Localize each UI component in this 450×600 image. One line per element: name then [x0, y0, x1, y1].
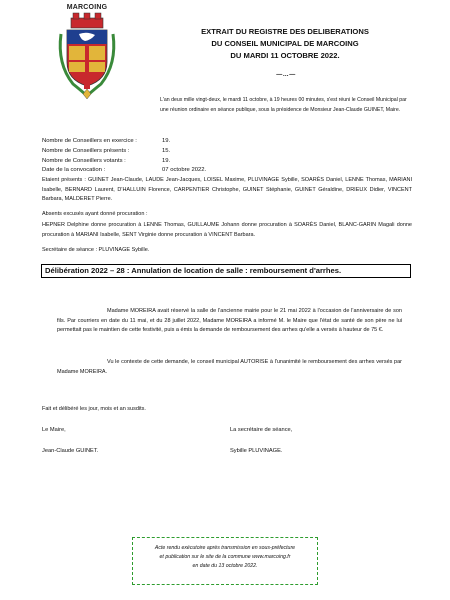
count-value: 07 octobre 2022.	[162, 167, 207, 174]
count-label: Nombre de Conseillers présents :	[42, 147, 130, 154]
count-row	[42, 137, 412, 147]
stamp-line: et publication sur le site de la commune www.marcoing.fr	[159, 554, 291, 560]
title-line: DU CONSEIL MUNICIPAL DE MARCOING	[211, 39, 359, 48]
absents-paragraph: HEPNER Delphine donne procuration à LENNE Thomas, GUILLAUME Johann donne procuration à SOARÈS Daniel, BLANC-GARIN Magali donne procuration à MARIANI Isabelle, SENT Virginie donne procuration à VINCENT Barbara.	[42, 222, 412, 238]
stamp-line: en date du 13 octobre 2022.	[192, 563, 258, 569]
town-crest-logo	[55, 4, 119, 102]
town-name: MARCOING	[66, 4, 108, 11]
count-value: 15.	[162, 147, 171, 154]
count-label: Date de la convocation :	[42, 167, 106, 174]
intro-paragraph: L'an deux mille vingt-deux, le mardi 11 octobre, à 19 heures 00 minutes, s'est réuni le Conseil Municipal par une réunion ordinaire en séance publique, sous la présidence de Monsieur Jean-Claude GUINET, Maire.	[160, 97, 407, 113]
title-separator: —…—	[276, 72, 296, 78]
absents-title: Absents excusés ayant donné procuration :	[42, 211, 148, 217]
count-value: 19.	[162, 138, 171, 144]
body-paragraph: Madame MOREIRA avait réservé la salle de l'ancienne mairie pour le 21 mai 2022 à l'occasion de l'anniversaire de son fils. Par courriers en date du 11 mai, et du 28 juillet 2022, Madame MOREIRA a informé M. le Maire que l'état de santé de son père ne lui permettait pas le maintien de cette festivité, puis a émis la demande de remboursement des arrhes qu'elle a versés à hauteur de 75 €.	[57, 308, 402, 334]
stamp-line: Acte rendu exécutoire après transmission en sous-préfecture	[154, 545, 296, 551]
executory-stamp	[132, 537, 318, 585]
count-row	[42, 157, 412, 167]
deliberation-title: Délibération 2022 – 28 : Annulation de location de salle : remboursement d'arrhes.	[41, 264, 411, 278]
title-line: EXTRAIT DU REGISTRE DES DELIBERATIONS	[201, 27, 369, 36]
secretary-name: Sybille PLUVINAGE.	[230, 448, 283, 454]
mayor-name: Jean-Claude GUINET.	[42, 448, 99, 454]
mayor-title: Le Maire,	[42, 427, 66, 433]
count-label: Nombre de Conseillers votants :	[42, 157, 126, 164]
count-row	[42, 166, 412, 176]
presents-paragraph: Etaient présents : GUINET Jean-Claude, LAUDE Jean-Jacques, LOISEL Maxime, PLUVINAGE Sybille, SOARÈS Daniel, LENNE Thomas, MARIANI Isabelle, BERNARD Laurent, D'HALLUIN Florence, CARPENTIER Christophe, GUINET Stéphanie, GUINET Géraldine, DRIEUX Didier, VINCENT Barbara, MALDERET Pierre.	[42, 177, 412, 202]
closing-line: Fait et délibéré les jour, mois et an susdits.	[42, 406, 146, 412]
count-row	[42, 147, 412, 157]
attendance-counts	[42, 137, 412, 176]
secretary-line: Secrétaire de séance : PLUVINAGE Sybille.	[42, 247, 150, 253]
count-label: Nombre de Conseillers en exercice :	[42, 138, 137, 144]
title-line: DU MARDI 11 OCTOBRE 2022.	[230, 51, 340, 60]
body-paragraph: Vu le contexte de cette demande, le conseil municipal AUTORISE à l'unanimité le remboursement des arrhes versés par Madame MOREIRA.	[57, 359, 402, 375]
secretary-title: La secrétaire de séance,	[230, 427, 293, 433]
document-title	[185, 26, 385, 62]
count-value: 19.	[162, 157, 171, 164]
